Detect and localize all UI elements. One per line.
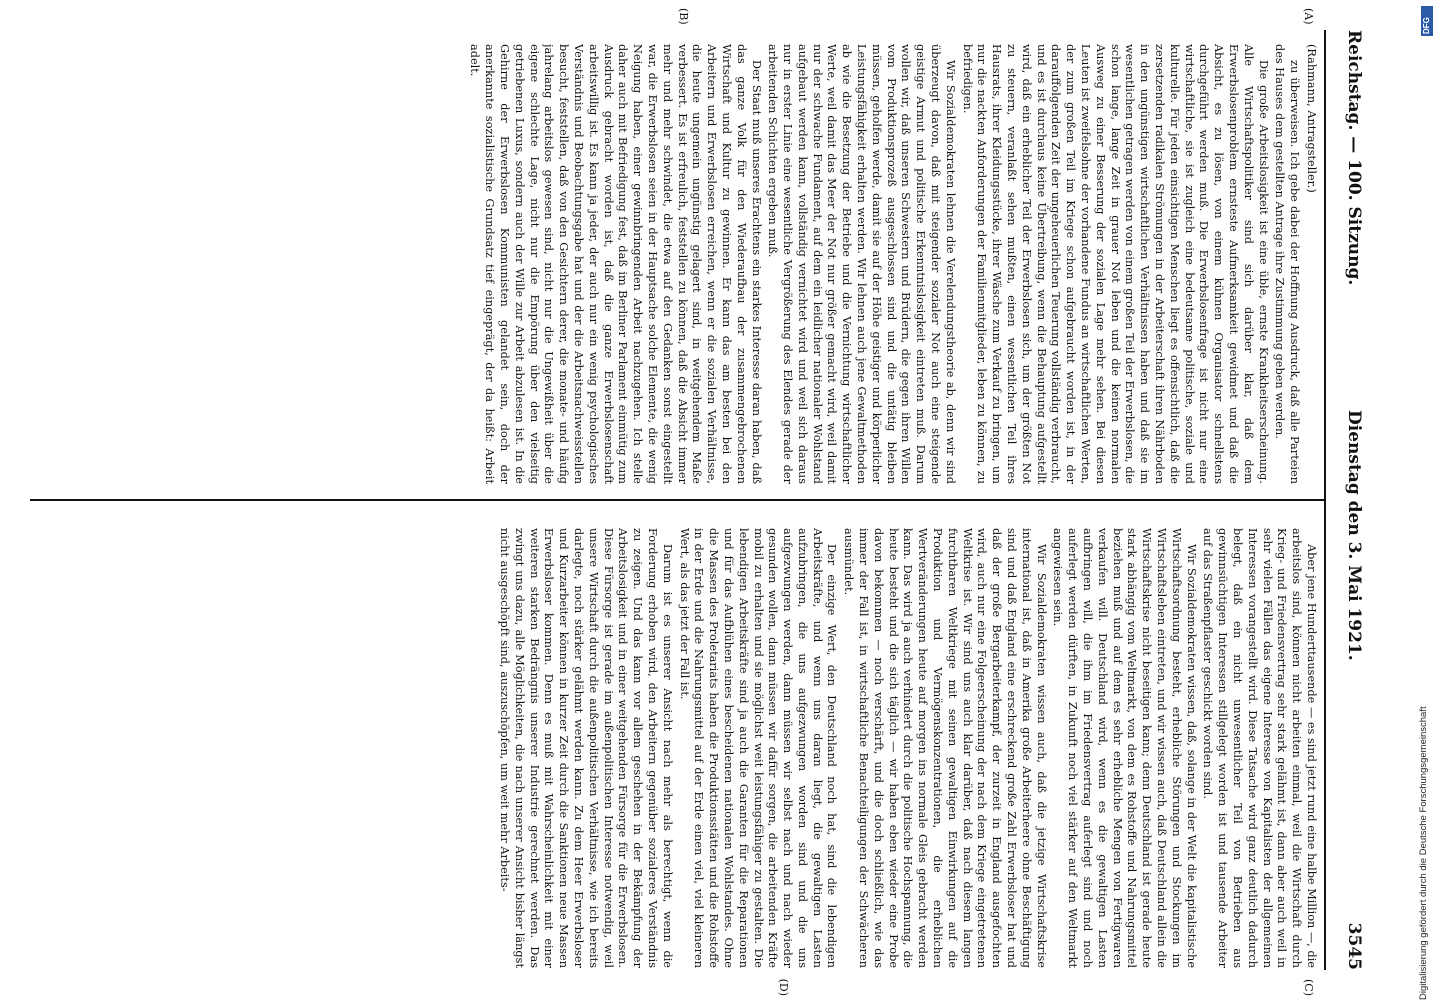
header-date: Dienstag den 3. Mai 1921.: [1344, 410, 1364, 661]
paragraph: Die große Arbeitslosigkeit ist eine üble, ernste Krankheitserscheinung. Alle Wirtschaftspolitiker sind sich darüber klar, daß dem Erwerbslosenproblem ernsteste Aufmerksamkeit gewidmet und daß die Absicht, es zu lösen, von einem kühnen Organisator schnellstens durchgeführt werden muß. Die Erwerbslosenfrage ist nicht nur eine wirtschaftliche, sie ist zugleich eine bedeutsame politische, soziale und kulturelle. Für jeden einsichtigen Menschen liegt es offensichtlich, daß die zersetzenden radikalen Strömungen in der Arbeiterschaft ihren Nährboden in den ungünstigen wirtschaftlichen Verhältnissen haben und daß sie im wesentlichen getragen werden von einem großen Teil der Erwerbslosen, die schon lange, lange Zeit in grauer Not leben und die keinen normalen Ausweg zu einer Besserung der sozialen Lage mehr sehen. Bei diesen Leuten ist zweifelsohne der vorhandene Fundus an wirtschaftlichen Werten, der zum großen Teil im Kriege schon aufgebraucht worden ist, in der darauffolgenden Zeit der ungeheuerlichen Teuerung vollständig verbraucht, und es ist durchaus keine Übertreibung, wenn die Behauptung aufgestellt wird, daß ein erheblicher Teil der Erwerbslosen sich, um der größten Not zu steuern, veranlaßt sehen mußten, einen wesentlichen Teil ihres Hausrats, ihrer Kleidungsstücke, ihrer Wäsche zum Verkauf zu bringen, um nur die nackten Anforderungen der Familienmitglieder, leben zu können, zu befriedigen.: [960, 44, 1270, 484]
speaker-label: (Rahmann, Antragsteller.): [1305, 44, 1318, 193]
header-left: Reichstag. — 100. Sitzung.: [1344, 30, 1364, 286]
margin-marker-a: (A): [1302, 8, 1315, 25]
page-number: 3545: [1344, 922, 1364, 970]
margin-marker-c: (C): [1302, 979, 1315, 996]
margin-marker-b: (B): [677, 8, 690, 25]
credit-text: Digitalisierung gefördert durch die Deutsche Forschungsgemeinschaft: [1418, 706, 1429, 1000]
newspaper-page: [10, 0, 1390, 1000]
paragraph: Wir Sozialdemokraten lehnen die Verelendungstheorie ab, denn wir sind überzeugt davon, daß mit steigender sozialer Not auch eine steigende geistige Armut und politische Erkenntnislosigkeit eintreten muß. Darum wollen wir, daß unseren Schwestern und Brüdern, die gegen ihren Willen vom Produktionsprozeß ausgeschlossen sind und die untätig bleiben müssen, geholfen werde, damit sie auf der Höhe geistiger und körperlicher Leistungsfähigkeit erhalten werden. Wir lehnen auch jene Gewaltmethoden ab wie die Besetzung der Betriebe und die Vernichtung wirtschaftlicher Werte, weil damit das Meer der Not nur größer gemacht wird, weil damit nur der schwache Fundament, auf dem ein leidlicher nationaler Wohlstand aufgebaut werden kann, vollständig vernichtet wird und weil sich daraus nur in erster Linie eine wesentliche Vergrößerung des Elendes gerade der arbeitenden Schichten ergeben muß.: [766, 44, 957, 484]
paragraph: Aber jene Hunderttausende — es sind jetzt rund eine halbe Million —, die arbeitslos sind, können nicht arbeiten einmal, weil die Wirtschaft durch Krieg- und Friedensvertrag sehr stark gelähmt ist, dann aber auch weil in sehr vielen Fällen das eigene Interesse von Kapitalisten der allgemeinen Interessen vorangestellt wird. Diese Tatsache wird ganz deutlich dadurch belegt, daß ein nicht unwesentlicher Teil von Betrieben aus gewinnsüchtigen Interessen stillgelegt worden ist und tausende Arbeiter auf das Straßenpflaster geschickt worden sind.: [1201, 528, 1318, 968]
dfg-logo-text: DFG: [1422, 17, 1431, 34]
paragraph: Der Staat muß unseres Erachtens ein starkes Interesse daran haben, daß das ganze Volk für den Wiederaufbau der zusammengebrochenen Wirtschaft und Kultur zu gewinnen. Er kann das am besten bei den Arbeitern und Erwerbslosen erreichen, wenn er die sozialen Verhältnisse, die heute ungemein ungünstig gelagert sind, in weitgehendem Maße verbessert. Es ist erfreulich, feststellen zu können, daß die Absicht immer mehr und mehr schwindet, die etwa auf den Gedanken sonst eingestellt war, die Erwerbslosen seien in der Hauptsache solche Elemente, die wenig Neigung haben, einer gewinnbringenden Arbeit nachzugehen. Ich stelle daher auch mit Befriedigung fest, daß im Berliner Parlament einmütig zum Ausdruck gebracht worden ist, daß die ganze Erwerbslosenschaft arbeitswillig ist. Es kann ja jeder, der auch nur ein wenig psychologisches Verständnis und Beobachtungsgabe hat und der die Arbeitsnachweisstellen besucht, feststellen, daß von den Gesichtern derer, die monate- und häufig jahrelang arbeitslos gewesen sind, nicht nur die Ungewißheit über die eigene schlechte Lage, nicht nur die Empörung über den vielseitig getriebenen Luxus, sondern auch der Wille zur Arbeit abzulesen ist. In die Gehirne der Erwerbslosen Kommunisten gelandet sein, doch der anerkannte sozialistische Grundsatz tief eingeprägt, der da heißt: Arbeit adelt.: [468, 44, 763, 484]
dfg-logo: [1421, 6, 1433, 36]
paragraph: Der einzige Wert, den Deutschland noch hat, sind die lebendigen Arbeitskräfte, und wenn uns daran liegt, die gewaltigen Lasten aufzubringen, die uns aufgezwungen worden sind und die uns aufgezwungen werden, dann müssen wir selbst nach und nach wieder gesunden wollen, dann müssen wir dafür sorgen, die arbeitenden Kräfte mobil zu erhalten und sie möglichst weit leistungsfähiger zu gestalten. Die lebendigen Arbeitskräfte sind ja auch die Garanten für die Reparationen und für das Aufblühen eines bescheidenen nationalen Wohlstandes. Ohne die Massen des Proletariats haben die Produktionsstätten und die Rohstoffe in der Erde und die Nahrungsmittel auf der Erde einen viel, viel kleineren Wert, als das jetzt der Fall ist.: [677, 528, 839, 968]
paragraph: zu überweisen. Ich gebe dabei der Hoffnung Ausdruck, daß alle Parteien des Hauses dem gestellten Antrage ihre Zustimmung geben werden.: [1273, 44, 1302, 484]
left-column: [28, 44, 1318, 484]
paragraph: Darum ist es unserer Ansicht nach mehr als berechtigt, wenn die Forderung erhoben wird, den Arbeitern gegenüber sozialeres Verständnis zu zeigen. Und das kann vor allem geschehen in der Bekämpfung der Arbeitslosigkeit und in einer weitgehenden Fürsorge für die Erwerbslosen. Diese Fürsorge ist gerade im außenpolitischen Interesse notwendig, weil unsere Wirtschaft durch die außenpolitischen Verhältnisse, wie ich bereits darlegte, noch stärker gelähmt werden kann. Zu dem Heer Erwerbsloser und Kurzarbeiter können in kurzer Zeit durch die Sanktionen neue Massen Erwerbsloser kommen. Denn es muß mit Wahrscheinlichkeit mit einer weiteren starken Bedrängnis unserer Industrie gerechnet werden. Das zwingt uns dazu, alle Möglichkeiten, die nach unserer Ansicht bisher längst nicht ausgeschöpft sind, auszuschöpfen, um weit mehr Arbeits-: [497, 528, 674, 968]
digitization-credit: [1418, 10, 1430, 1000]
right-column: [28, 528, 1318, 968]
margin-marker-d: (D): [777, 978, 790, 996]
column-divider: [30, 499, 1326, 501]
page-header: [1332, 30, 1372, 970]
paragraph: Wir Sozialdemokraten wissen auch, daß die jetzige Wirtschaftskrise international ist, daß in Amerika große Arbeiterheere ohne Beschäftigung sind und daß England eine erschreckend große Zahl Erwerbsloser hat und daß der große Bergarbeiterkampf, der zurzeit in England ausgefochten wird, auch nur eine Folgeerscheinung der nach dem Kriege eingetretenen Weltkrise ist. Wir sind uns auch klar darüber, daß nach diesem langen furchtbaren Weltkriege mit seinen gewaltigen Einwirkungen auf die Produktion und Vermögenskonzentrationen, die erheblichen Wertveränderungen heute auf morgen ins normale Gleis gebracht werden kann. Das wird ja auch verhindert durch die politische Hochspannung, die heute besteht und die sich täglich — wir haben eben wieder eine Probe davon bekommen — noch verschärft, und die doch schließlich, wie das immer der Fall ist, in wirtschaftliche Benachteiligungen der Schwächeren ausmündet.: [842, 528, 1048, 968]
paragraph: Wir Sozialdemokraten wissen, daß, solange in der Welt die kapitalistische Wirtschaftsordnung besteht, erhebliche Störungen und Stockungen im Wirtschaftsleben eintreten, und wir wissen auch, daß Deutschland allein die Wirtschaftskrise nicht beseitigen kann; denn Deutschland ist gerade heute stark abhängig vom Weltmarkt, von dem es Rohstoffe und Nahrungsmittel beziehen muß und auf dem es sehr erhebliche Mengen von Fertigwaren verkaufen will. Deutschland wird, wenn es die gewaltigen Lasten aufbringen will, die ihm im Friedensvertrag auferlegt sind und noch auferlegt werden dürften, in Zukunft noch viel stärker auf den Weltmarkt angewiesen sein.: [1051, 528, 1198, 968]
